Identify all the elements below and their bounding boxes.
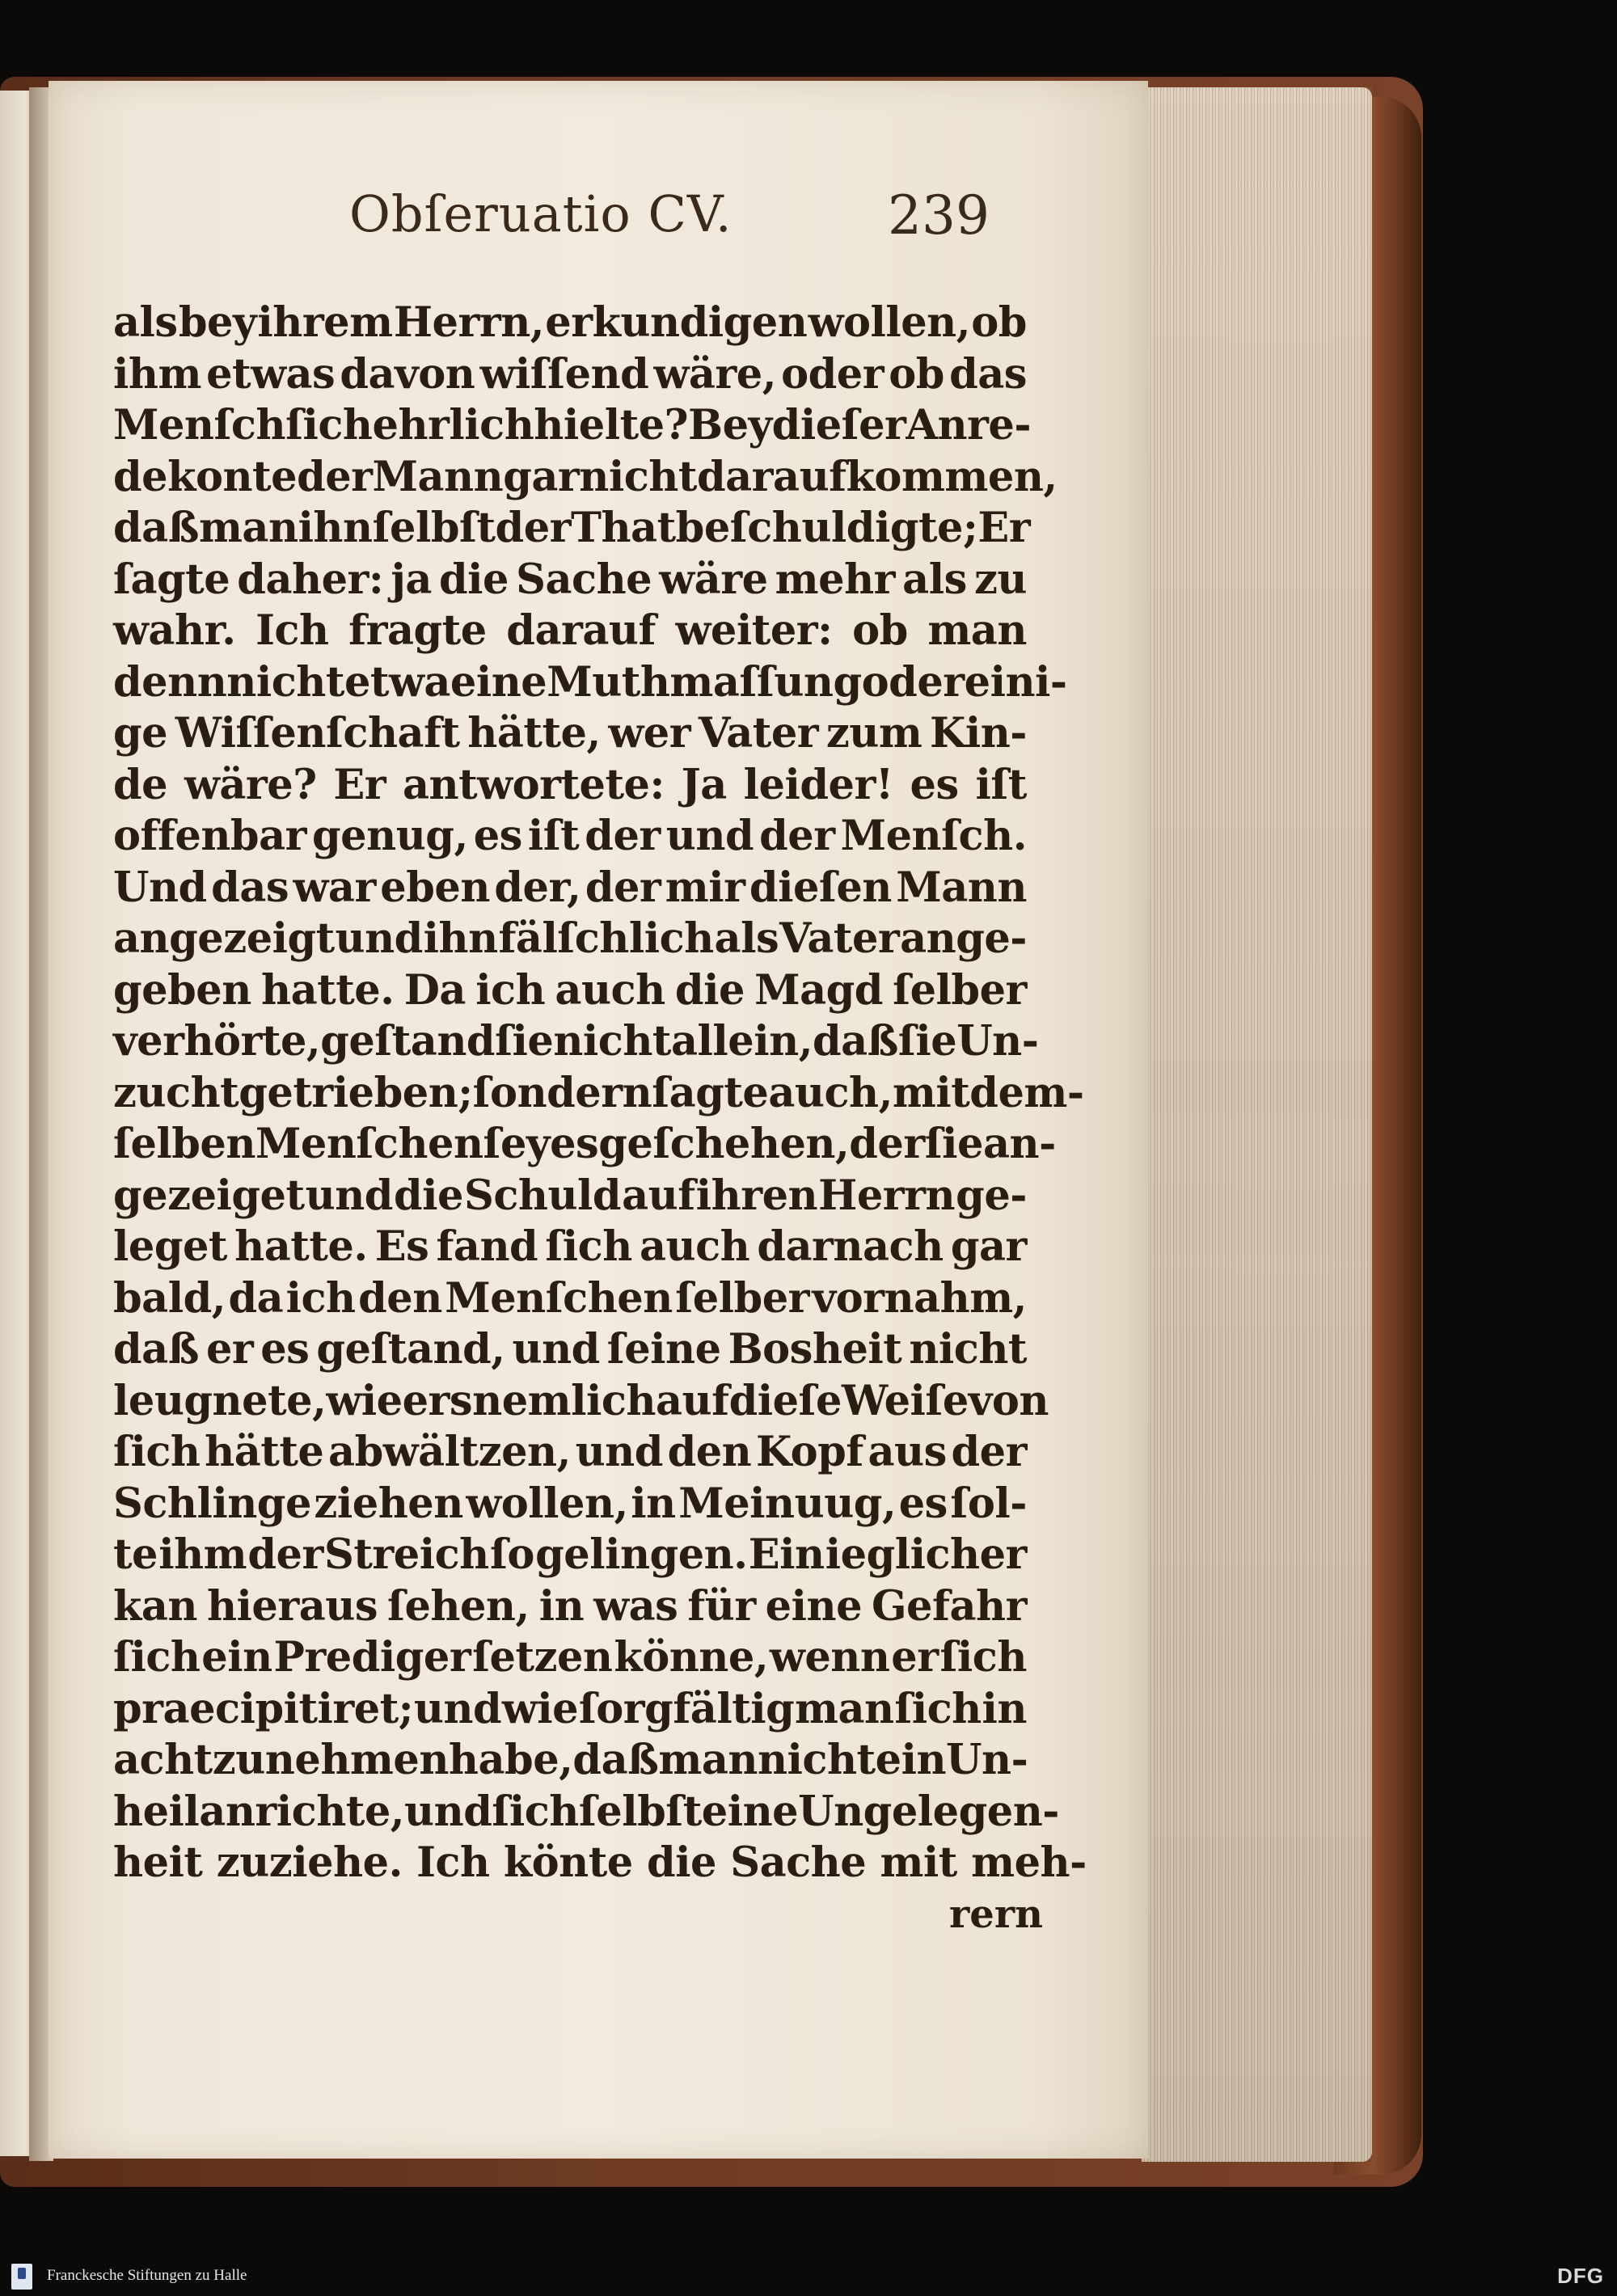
text-line: acht zu nehmen habe, daß man nicht ein Un- [113,1736,1028,1784]
text-line: denn nicht etwa eine Muthmaſſung oder eini- [113,657,1067,707]
text-line: wahr. Ich fragte darauf weiter: ob man [113,606,1027,655]
text-line: leugnete, wie ers nemlich auf dieſe Weiſe von [113,1376,1049,1425]
text-line: ſich hätte abwältzen, und den Kopf aus der [113,1428,1027,1476]
running-head: Obſeruatio CV. [349,184,733,243]
text-line: als bey ihrem Herrn, erkundigen wollen, ob [113,298,1027,347]
text-line: ſagte daher: ja die Sache wäre mehr als zu [113,555,1027,604]
institution-logo-icon [11,2264,32,2290]
text-line: daß man ihn ſelbſt der That beſchuldigte; Er [113,504,1031,552]
text-line: ſelben Menſchen ſey es geſchehen, der ſie an- [113,1120,1056,1168]
text-line: verhörte, geſtand ſie nicht allein, daß ſie Un- [113,1017,1039,1066]
text-line: ſich ein Prediger ſetzen könne, wenn er ſich [113,1633,1027,1682]
text-line: gezeiget und die Schuld auf ihren Herrn ge- [113,1171,1027,1220]
text-line: Schlinge ziehen wollen, in Meinuug, es ſol- [113,1479,1027,1528]
catchword: rern [949,1892,1044,1937]
text-line: ihm etwas davon wiſſend wäre, oder ob das [113,349,1027,399]
page-number: 239 [888,184,990,247]
text-line: kan hieraus ſehen, in was für eine Gefahr [113,1581,1027,1631]
body-text [113,298,1087,1889]
dfg-logo: DFG [1557,2264,1604,2288]
text-line: ge Wiſſenſchaft hätte, wer Vater zum Kin- [113,709,1027,758]
text-line: offenbar genug, es iſt der und der Menſch. [113,812,1027,860]
text-line: te ihm der Streich ſo gelingen. Ein ieglicher [113,1530,1027,1579]
text-line: daß er es geſtand, und ſeine Bosheit nicht [113,1325,1027,1374]
text-line: angezeigt und ihn fälſchlich als Vater ange- [113,914,1027,963]
text-line: leget hatte. Es fand ſich auch darnach gar [113,1222,1027,1271]
text-line: bald, da ich den Menſchen ſelber vornahm, [113,1273,1027,1323]
text-line: zucht getrieben; ſondern ſagte auch, mit dem- [113,1068,1084,1117]
text-line: praecipitiret; und wie ſorgfältig man ſich in [113,1684,1027,1733]
text-line: de konte der Mann gar nicht darauf kommen, [113,452,1058,501]
text-line: de wäre? Er antwortete: Ja leider! es iſt [113,760,1027,809]
text-line: Menſch ſich ehrlich hielte? Bey dieſer Anre- [113,401,1032,449]
institution-label: Franckesche Stiftungen zu Halle [47,2267,247,2284]
text-line: geben hatte. Da ich auch die Magd ſelber [113,965,1027,1015]
text-line: heil anrichte, und ſich ſelbſt eine Ungelegen- [113,1787,1059,1836]
text-line: heit zuziehe. Ich könte die Sache mit meh- [113,1838,1087,1887]
page-edges [1142,87,1372,2162]
text-line: Und das war eben der, der mir dieſen Mann [113,863,1027,912]
